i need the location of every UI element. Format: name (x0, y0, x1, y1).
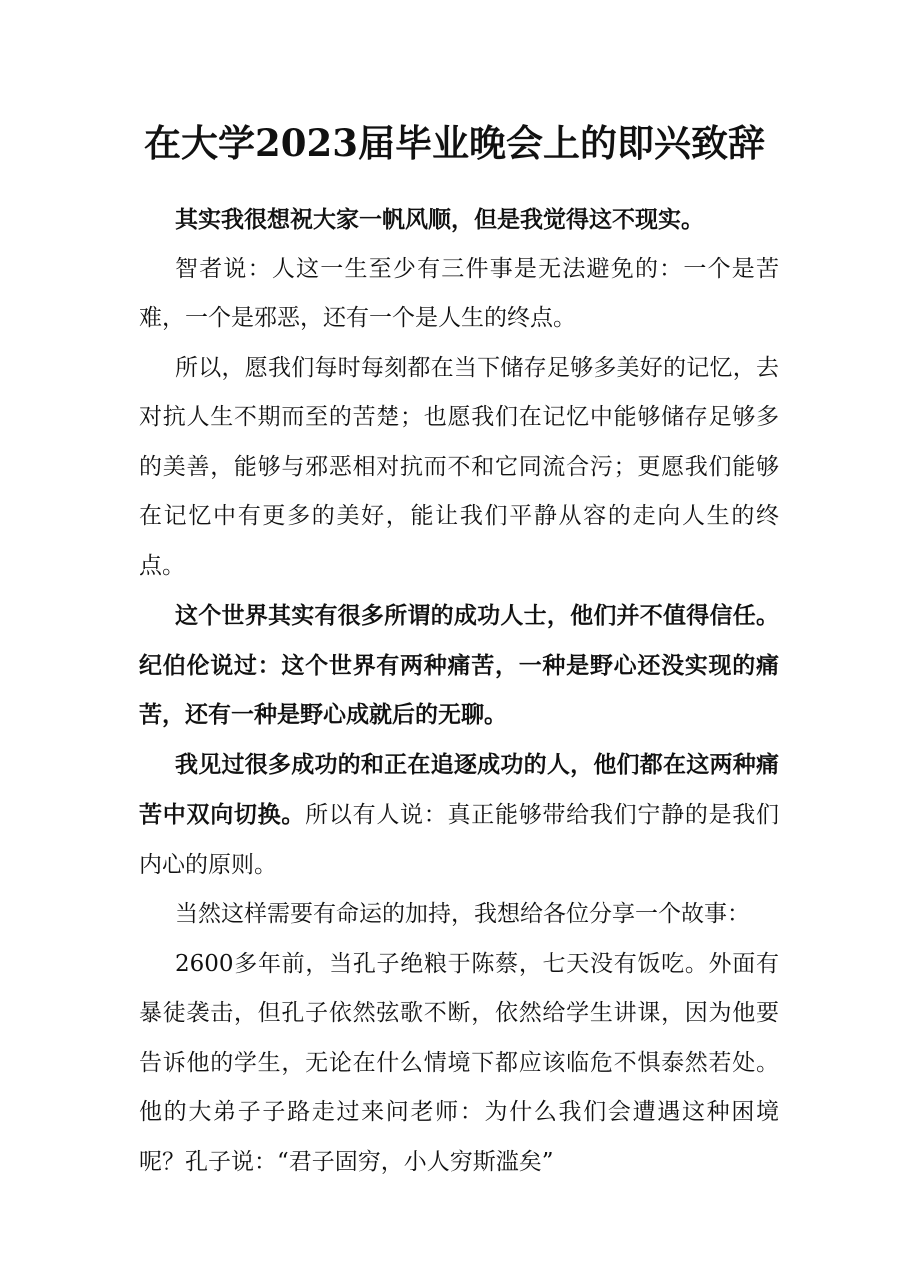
paragraph-6: 当然这样需要有命运的加持，我想给各位分享一个故事： (175, 901, 750, 927)
paragraph-5-run: 所以有人说：真正能够带给我们宁静的是我们内心的原则。 (139, 802, 780, 878)
paragraph-4: 这个世界其实有很多所谓的成功人士，他们并不值得信任。纪伯伦说过：这个世界有两种痛苦，一种是野心还没实现的痛苦，还有一种是野心成就后的无聊。 (139, 602, 779, 728)
paragraph-7: 2600多年前，当孔子绝粮于陈蔡，七天没有饭吃。外面有暴徒袭击，但孔子依然弦歌不断，依然给学生讲课，因为他要告诉他的学生，无论在什么情境下都应该临危不惧泰然若处。他的大弟子子路走过来问老师：为什么我们会遭遇这种困境呢？孔子说：“君子固穷，小人穷斯滥矣” (139, 950, 779, 1175)
document-title: 在大学2023届毕业晚会上的即兴致辞 (144, 121, 765, 165)
paragraph-2: 智者说：人这一生至少有三件事是无法避免的：一个是苦难，一个是邪恶，还有一个是人生的终点。 (139, 255, 779, 331)
paragraph-1: 其实我很想祝大家一帆风顺，但是我觉得这不现实。 (175, 206, 704, 233)
paragraph-3: 所以，愿我们每时每刻都在当下储存足够多美好的记忆，去对抗人生不期而至的苦楚；也愿我们在记忆中能够储存足够多的美善，能够与邪恶相对抗而不和它同流合污；更愿我们能够在记忆中有更多的美好，能让我们平静从容的走向人生的终点。 (139, 354, 779, 579)
paragraph-5-bold-run: 我见过很多成功的和正在追逐成功的人，他们都在这两种痛苦中双向切换。 (139, 750, 779, 828)
document-body (139, 195, 779, 1187)
paragraph-5 (139, 740, 779, 891)
